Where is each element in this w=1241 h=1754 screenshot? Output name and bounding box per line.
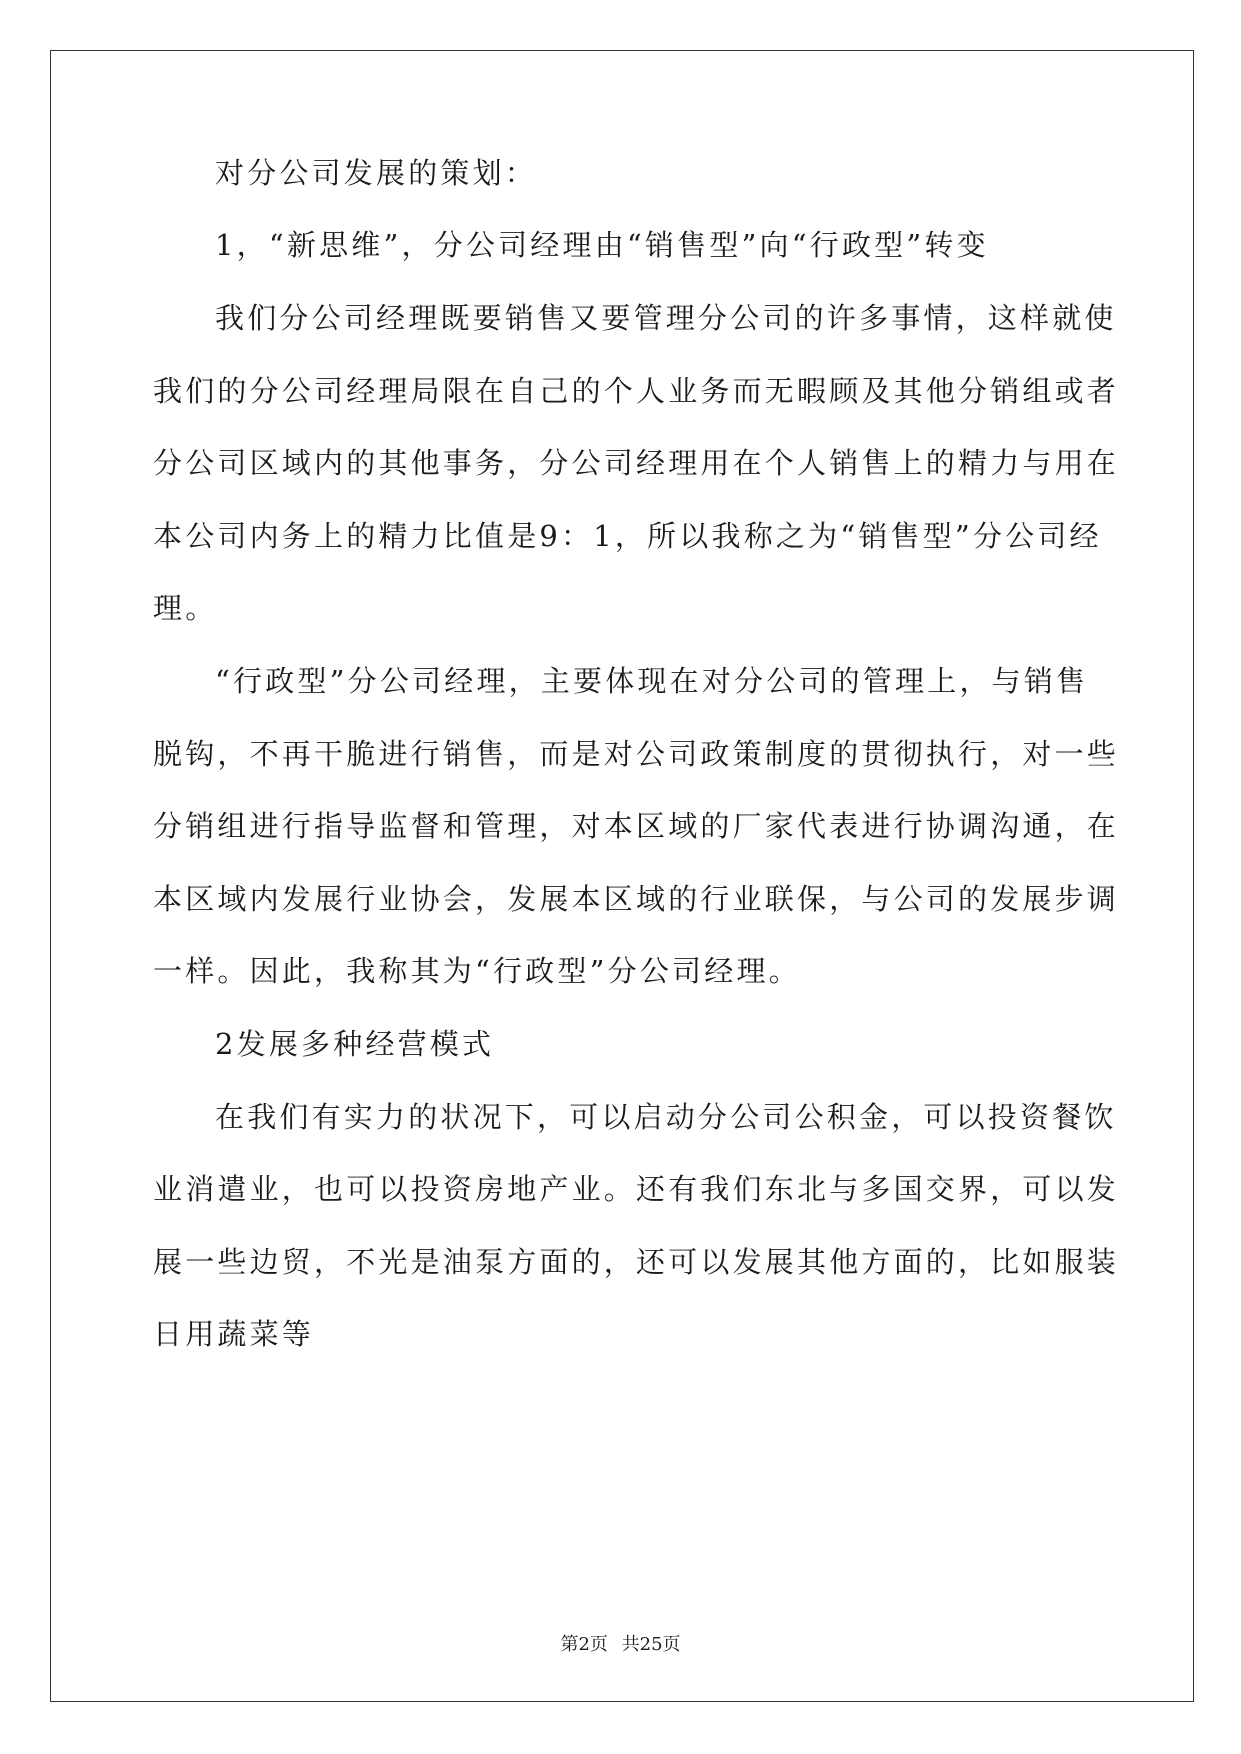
paragraph-line: 在我们有实力的状况下，可以启动分公司公积金，可以投资餐饮 xyxy=(215,1100,1117,1134)
paragraph-line: 对分公司发展的策划： xyxy=(215,156,538,190)
section-heading: 2发展多种经营模式 xyxy=(215,1027,495,1061)
paragraph-line: 分公司区域内的其他事务，分公司经理用在个人销售上的精力与用在 xyxy=(153,446,1120,480)
paragraph-line: 一样。因此，我称其为“行政型”分公司经理。 xyxy=(153,954,801,988)
paragraph-line: 我们分公司经理既要销售又要管理分公司的许多事情，这样就使 xyxy=(215,301,1117,335)
paragraph-line: 脱钩，不再干脆进行销售，而是对公司政策制度的贯彻执行，对一些 xyxy=(153,737,1120,771)
paragraph-line: 本区域内发展行业协会，发展本区域的行业联保，与公司的发展步调 xyxy=(153,882,1120,916)
page-number: 第2页 xyxy=(560,1634,608,1655)
paragraph-line: 1，“新思维”，分公司经理由“销售型”向“行政型”转变 xyxy=(215,228,989,262)
paragraph-line: 分销组进行指导监督和管理，对本区域的厂家代表进行协调沟通，在 xyxy=(153,809,1120,843)
page-footer xyxy=(0,1633,1241,1657)
paragraph-line: 展一些边贸，不光是油泵方面的，还可以发展其他方面的，比如服装 xyxy=(153,1245,1120,1279)
paragraph-line: 理。 xyxy=(153,591,218,625)
paragraph-line: 业消遣业，也可以投资房地产业。还有我们东北与多国交界，可以发 xyxy=(153,1172,1120,1206)
paragraph-line: 本公司内务上的精力比值是9：1，所以我称之为“销售型”分公司经 xyxy=(153,519,1102,553)
paragraph-line: 我们的分公司经理局限在自己的个人业务而无暇顾及其他分销组或者 xyxy=(153,374,1120,408)
total-pages: 共25页 xyxy=(621,1634,681,1655)
paragraph-line: 日用蔬菜等 xyxy=(153,1317,315,1351)
paragraph-line: “行政型”分公司经理，主要体现在对分公司的管理上，与销售 xyxy=(215,664,1089,698)
